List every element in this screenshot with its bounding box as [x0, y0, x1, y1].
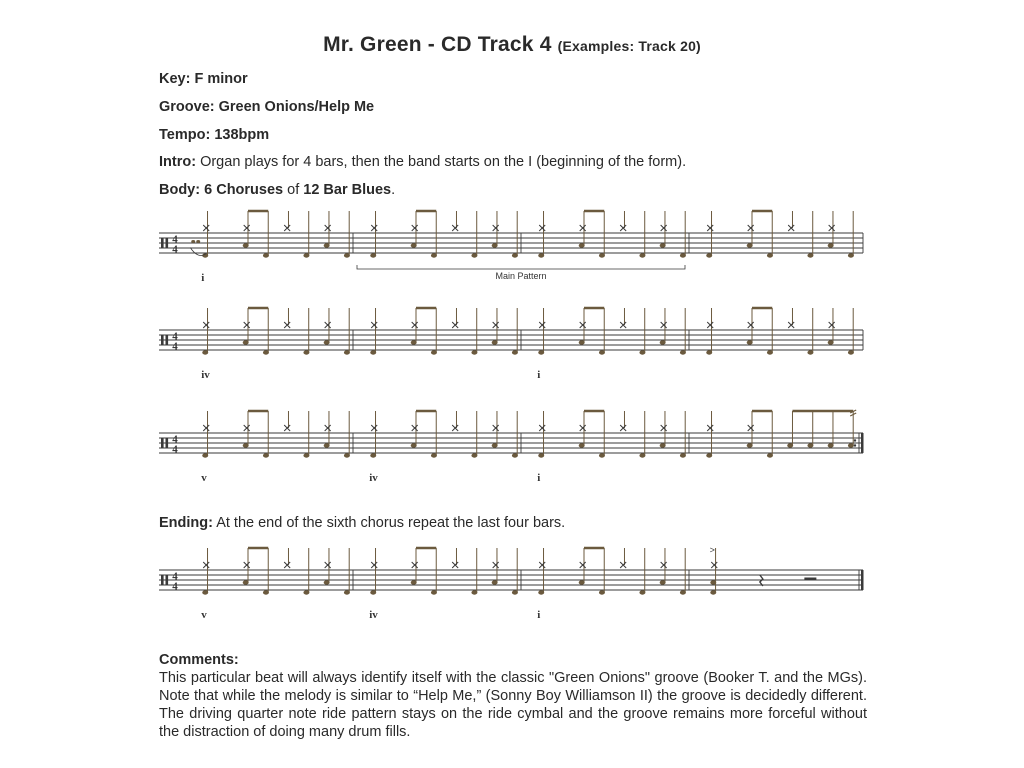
bass-drum-note: [767, 350, 773, 354]
main-pattern-bracket: [357, 265, 685, 269]
ride-cymbal-note: [539, 562, 545, 568]
ride-cymbal-note: [829, 322, 835, 328]
tempo-value: 138bpm: [214, 127, 270, 143]
percussion-clef: [161, 335, 164, 345]
bass-drum-note: [512, 590, 518, 594]
ride-cymbal-note: [580, 322, 586, 328]
groove-line: [159, 99, 374, 115]
snare-note: [660, 443, 666, 447]
intro-text: Organ plays for 4 bars, then the band starts on the I (beginning of the form).: [200, 154, 687, 170]
bass-drum-note: [706, 253, 712, 257]
main-pattern-label: Main Pattern: [495, 271, 547, 281]
percussion-clef: [161, 238, 164, 248]
ride-cymbal-note: [661, 562, 667, 568]
ride-cymbal-note: [412, 225, 418, 231]
snare-note: [828, 340, 834, 344]
body-period: .: [391, 182, 396, 198]
snare-note: [660, 243, 666, 247]
key-value: F minor: [194, 71, 248, 87]
ride-cymbal-note: [244, 562, 250, 568]
ride-cymbal-note: [707, 322, 713, 328]
bass-drum-note: [538, 350, 544, 354]
ending-label: Ending:: [159, 515, 213, 531]
body-form: 12 Bar Blues: [303, 182, 392, 198]
time-signature-top: 4: [172, 233, 178, 246]
bass-drum-note: [639, 253, 645, 257]
bass-drum-note: [807, 350, 813, 354]
ride-cymbal-note: [325, 225, 331, 231]
comments-title: Comments:: [159, 652, 239, 668]
ride-cymbal-note: [493, 562, 499, 568]
ride-cymbal-note: [325, 425, 331, 431]
ride-cymbal-note: [244, 322, 250, 328]
bass-drum-note: [370, 350, 376, 354]
half-rest: [804, 578, 816, 581]
percussion-clef: [166, 238, 169, 248]
bass-drum-note: [370, 453, 376, 457]
ride-cymbal-note: [452, 562, 458, 568]
ride-cymbal-note: [244, 225, 250, 231]
snare-note: [747, 443, 753, 447]
bass-drum-note: [639, 453, 645, 457]
title-text: Mr. Green - CD Track 4: [323, 33, 552, 56]
snare-note: [579, 340, 585, 344]
staff-svg-1: [155, 203, 867, 293]
percussion-clef: [166, 438, 169, 448]
ride-cymbal-note: [452, 225, 458, 231]
ride-cymbal-note: [661, 425, 667, 431]
snare-note: [747, 340, 753, 344]
percussion-clef: [161, 575, 164, 585]
repeat-dot: [854, 444, 856, 446]
bass-drum-note: [639, 350, 645, 354]
bass-drum-note: [512, 453, 518, 457]
final-barline: [861, 570, 864, 590]
snare-note: [492, 443, 498, 447]
chord-label: v: [201, 472, 207, 484]
ride-cymbal-note: [711, 562, 717, 568]
snare-note: [492, 243, 498, 247]
ride-cymbal-note: [284, 322, 290, 328]
bass-drum-note: [706, 453, 712, 457]
snare-note: [579, 243, 585, 247]
ride-cymbal-note: [620, 225, 626, 231]
ride-cymbal-note: [748, 322, 754, 328]
snare-note: [243, 443, 249, 447]
snare-note: [579, 443, 585, 447]
bass-drum-note: [202, 590, 208, 594]
bass-drum-note: [303, 453, 309, 457]
chord-label: i: [537, 369, 541, 381]
bass-drum-note: [680, 590, 686, 594]
body-line: [159, 182, 395, 198]
ride-cymbal-note: [325, 322, 331, 328]
ride-cymbal-note: [284, 562, 290, 568]
bass-drum-note: [263, 253, 269, 257]
bass-drum-note: [431, 453, 437, 457]
body-of: of: [287, 182, 300, 198]
snare-note: [411, 243, 417, 247]
chord-label: i: [537, 609, 541, 621]
ride-cymbal-note: [661, 322, 667, 328]
ride-cymbal-note: [203, 225, 209, 231]
bass-drum-note: [344, 253, 350, 257]
tempo-label: Tempo:: [159, 127, 211, 143]
snare-note: [324, 340, 330, 344]
chord-label: iv: [369, 609, 378, 621]
time-signature-bottom: 4: [172, 443, 178, 456]
bass-drum-note: [263, 590, 269, 594]
ride-cymbal-note: [493, 322, 499, 328]
ride-cymbal-note: [580, 425, 586, 431]
ride-cymbal-note: [539, 425, 545, 431]
ride-cymbal-note: [371, 425, 377, 431]
ride-cymbal-note: [412, 322, 418, 328]
ride-cymbal-note: [371, 562, 377, 568]
bass-drum-note: [471, 590, 477, 594]
snare-note: [710, 580, 716, 584]
ending-line: [159, 515, 565, 531]
ride-cymbal-note: [707, 225, 713, 231]
staff-system-4: [155, 540, 867, 630]
comments-text: This particular beat will always identify itself with the classic "Green Onions" groove (Booker T. and the MGs). Note that while the melody is similar to “Help Me,” (Sonny Boy Williamson II) the groove is decidedly different. The driving quarter note ride pattern stays on the ride cymbal and the groove remains more forceful without the distraction of doing many drum fills.: [159, 670, 867, 740]
bass-drum-note: [471, 253, 477, 257]
bass-drum-note: [538, 453, 544, 457]
snare-note: [828, 243, 834, 247]
bass-drum-note: [767, 453, 773, 457]
bass-drum-note: [263, 453, 269, 457]
snare-note: [579, 580, 585, 584]
staff-svg-3: [155, 403, 867, 493]
bass-drum-note: [344, 590, 350, 594]
snare-note: [492, 580, 498, 584]
chord-label: v: [201, 609, 207, 621]
snare-note: [324, 243, 330, 247]
tempo-line: [159, 127, 269, 143]
final-barline: [861, 433, 864, 453]
snare-note: [324, 580, 330, 584]
ride-cymbal-note: [748, 225, 754, 231]
ride-cymbal-note: [325, 562, 331, 568]
bass-drum-note: [263, 350, 269, 354]
ride-cymbal-note: [452, 425, 458, 431]
snare-note: [848, 443, 854, 447]
ride-cymbal-note: [829, 225, 835, 231]
time-signature-bottom: 4: [172, 580, 178, 593]
ride-cymbal-note: [788, 322, 794, 328]
ride-cymbal-note: [493, 425, 499, 431]
ending-text: At the end of the sixth chorus repeat the last four bars.: [216, 515, 566, 531]
groove-value: Green Onions/Help Me: [218, 99, 375, 115]
percussion-clef: [166, 575, 169, 585]
title-subtitle: (Examples: Track 20): [557, 38, 701, 54]
ride-cymbal-note: [493, 225, 499, 231]
body-label: Body:: [159, 182, 201, 198]
key-label: Key:: [159, 71, 191, 87]
snare-note: [660, 340, 666, 344]
bass-drum-note: [848, 253, 854, 257]
body-choruses: 6 Choruses: [204, 182, 284, 198]
bass-drum-note: [303, 590, 309, 594]
ride-cymbal-note: [412, 562, 418, 568]
snare-note: [243, 580, 249, 584]
snare-note: [747, 243, 753, 247]
staff-system-3: [155, 403, 867, 493]
ride-cymbal-note: [661, 225, 667, 231]
snare-note: [660, 580, 666, 584]
percussion-clef: [161, 438, 164, 448]
snare-note: [243, 243, 249, 247]
ride-cymbal-note: [412, 425, 418, 431]
bass-drum-note: [370, 590, 376, 594]
ride-cymbal-note: [371, 225, 377, 231]
bass-drum-note: [710, 590, 716, 594]
bass-drum-note: [512, 350, 518, 354]
bass-drum-note: [599, 350, 605, 354]
bass-drum-note: [431, 590, 437, 594]
bass-drum-note: [639, 590, 645, 594]
bass-drum-note: [370, 253, 376, 257]
bass-drum-note: [767, 253, 773, 257]
ride-cymbal-note: [244, 425, 250, 431]
bass-drum-note: [512, 253, 518, 257]
ride-cymbal-note: [203, 562, 209, 568]
time-signature-top: 4: [172, 330, 178, 343]
comments-section: [159, 651, 867, 741]
intro-line: [159, 154, 686, 170]
ride-cymbal-note: [707, 425, 713, 431]
snare-note: [828, 443, 834, 447]
snare-note: [411, 580, 417, 584]
ride-cymbal-note: [452, 322, 458, 328]
bass-drum-note: [202, 453, 208, 457]
quarter-rest: [760, 575, 763, 586]
groove-label: Groove:: [159, 99, 215, 115]
bass-drum-note: [538, 253, 544, 257]
bass-drum-note: [471, 453, 477, 457]
grace-note: [196, 240, 200, 243]
bass-drum-note: [599, 253, 605, 257]
ride-cymbal-note: [788, 225, 794, 231]
ride-cymbal-note: [580, 562, 586, 568]
time-signature-top: 4: [172, 433, 178, 446]
staff-system-1: [155, 203, 867, 293]
bass-drum-note: [807, 253, 813, 257]
snare-note: [243, 340, 249, 344]
bass-drum-note: [680, 253, 686, 257]
time-signature-top: 4: [172, 570, 178, 583]
page-title: [0, 33, 1024, 57]
ride-cymbal-note: [371, 322, 377, 328]
ride-cymbal-note: [620, 322, 626, 328]
snare-note: [411, 340, 417, 344]
bass-drum-note: [599, 453, 605, 457]
chord-label: iv: [369, 472, 378, 484]
snare-note: [324, 443, 330, 447]
time-signature-bottom: 4: [172, 340, 178, 353]
ride-cymbal-note: [620, 562, 626, 568]
bass-drum-note: [680, 453, 686, 457]
ride-cymbal-note: [748, 425, 754, 431]
percussion-clef: [166, 335, 169, 345]
snare-note: [807, 443, 813, 447]
intro-label: Intro:: [159, 154, 197, 170]
key-line: [159, 71, 248, 87]
chord-label: i: [537, 472, 541, 484]
staff-svg-2: [155, 300, 867, 390]
bass-drum-note: [848, 350, 854, 354]
ride-cymbal-note: [539, 322, 545, 328]
ride-cymbal-note: [284, 425, 290, 431]
bass-drum-note: [303, 350, 309, 354]
time-signature-bottom: 4: [172, 243, 178, 256]
repeat-dot: [854, 439, 856, 441]
bass-drum-note: [538, 590, 544, 594]
bass-drum-note: [431, 350, 437, 354]
staff-svg-4: [155, 540, 867, 630]
bass-drum-note: [599, 590, 605, 594]
chord-label: iv: [201, 369, 210, 381]
accent-mark: >: [709, 545, 715, 555]
staff-system-2: [155, 300, 867, 390]
bass-drum-note: [303, 253, 309, 257]
ride-cymbal-note: [539, 225, 545, 231]
bass-drum-note: [431, 253, 437, 257]
chord-label: i: [201, 272, 205, 284]
ride-cymbal-note: [203, 322, 209, 328]
ride-cymbal-note: [620, 425, 626, 431]
grace-note: [191, 240, 195, 243]
bass-drum-note: [344, 350, 350, 354]
snare-note: [411, 443, 417, 447]
bass-drum-note: [344, 453, 350, 457]
bass-drum-note: [706, 350, 712, 354]
bass-drum-note: [680, 350, 686, 354]
ride-cymbal-note: [580, 225, 586, 231]
ride-cymbal-note: [203, 425, 209, 431]
ride-cymbal-note: [284, 225, 290, 231]
bass-drum-note: [471, 350, 477, 354]
bass-drum-note: [202, 350, 208, 354]
snare-note: [492, 340, 498, 344]
snare-note: [787, 443, 793, 447]
